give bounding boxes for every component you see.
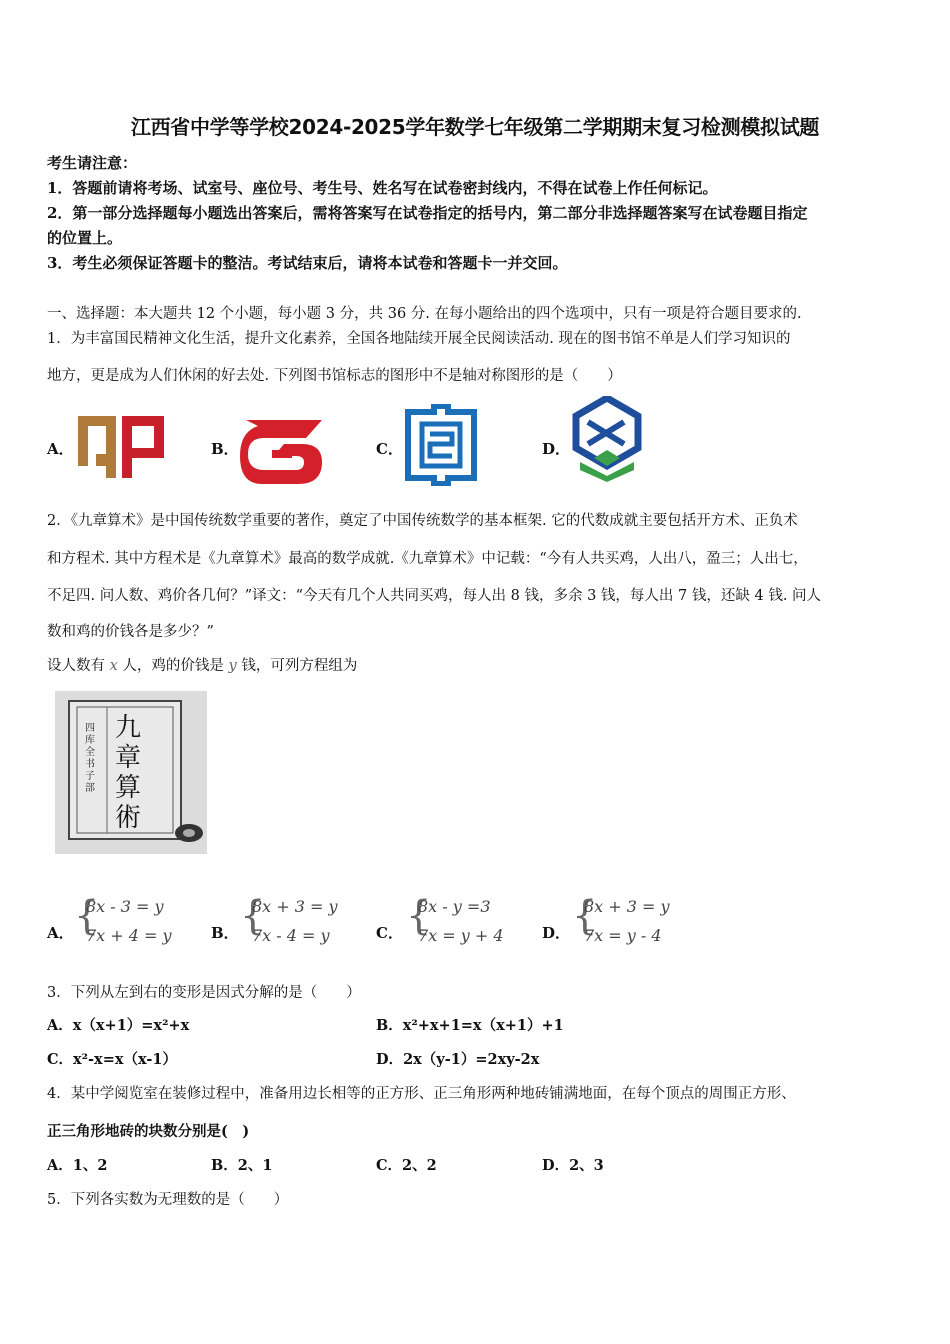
library-logo-a-icon [76,414,168,480]
q2-c-eq2: 7x = y + 4 [418,926,504,945]
q4-option-c[interactable]: C．2、2 [376,1157,437,1174]
q4-line1: 4．某中学阅览室在装修过程中，准备用边长相等的正方形、正三角形两种地砖铺满地面，在每个顶点的周围正方形、 [47,1086,796,1102]
q2-option-d-label[interactable]: D． [542,924,571,942]
q1-option-c-label[interactable]: C． [376,440,403,458]
q5-stem: 5．下列各实数为无理数的是（ ） [47,1192,289,1208]
notice-item-1: 1．答题前请将考场、试室号、座位号、考生号、姓名写在试卷密封线内，不得在试卷上作任何标记。 [47,179,718,197]
var-y: y [228,658,237,674]
library-logo-d-icon [572,396,642,484]
q4-line2: 正三角形地砖的块数分别是( ) [47,1123,250,1140]
q3-option-c[interactable]: C．x²-x=x（x-1） [47,1051,177,1068]
notice-heading: 考生请注意： [47,154,138,172]
q2-line2: 和方程术. 其中方程术是《九章算术》最高的数学成就.《九章算术》中记载：“今有人共买鸡，人出八，盈三；人出七， [47,551,808,567]
var-x: x [109,658,118,674]
q3-option-d[interactable]: D．2x（y-1）=2xy-2x [376,1051,540,1068]
q2-line5-part-b: 人，鸡的价钱是 [122,658,224,674]
book-title-text: 九章算術 [115,713,142,833]
q1-line2: 地方，更是成为人们休闲的好去处. 下列图书馆标志的图形中不是轴对称图形的是（ ） [47,368,622,384]
brace-d-icon: { [572,893,598,939]
library-logo-c-icon [404,404,478,486]
q2-d-eq2: 7x = y - 4 [584,926,662,945]
q1-option-a-label[interactable]: A． [47,440,74,458]
q2-b-eq2: 7x - 4 = y [252,926,330,945]
q4-option-a[interactable]: A．1、2 [47,1157,108,1174]
section-heading: 一、选择题：本大题共 12 个小题，每小题 3 分，共 36 分. 在每小题给出的四个选项中，只有一项是符合题目要求的. [47,306,802,322]
q2-option-c-label[interactable]: C． [376,924,403,942]
q2-b-eq1: 8x + 3 = y [252,897,338,916]
brace-b-icon: { [240,893,266,939]
q3-option-b[interactable]: B．x²+x+1=x（x+1）+1 [376,1017,564,1034]
library-logo-b-icon [238,416,332,488]
notice-item-2: 2．第一部分选择题每小题选出答案后，需将答案写在试卷指定的括号内，第二部分非选择题答案写在试卷题目指定 [47,204,808,222]
brace-a-icon: { [74,893,100,939]
notice-item-3: 3．考生必须保证答题卡的整洁。考试结束后，请将本试卷和答题卡一并交回。 [47,254,568,272]
q2-line5-part-c: 钱，可列方程组为 [241,658,358,674]
q2-c-eq1: 8x - y =3 [418,897,491,916]
page-title: 江西省中学等学校2024-2025学年数学七年级第二学期期末复习检测模拟试题 [130,115,820,139]
q2-option-a-label[interactable]: A． [47,924,74,942]
q1-option-d-label[interactable]: D． [542,440,571,458]
q2-line1: 2．《九章算术》是中国传统数学重要的著作，奠定了中国传统数学的基本框架. 它的代数成就主要包括开方术、正负术 [47,513,798,529]
q2-option-b-label[interactable]: B． [211,924,239,942]
q2-line5-part-a: 设人数有 [47,658,105,674]
q1-option-b-label[interactable]: B． [211,440,239,458]
q4-option-d[interactable]: D．2、3 [542,1157,604,1174]
q3-option-a[interactable]: A．x（x+1）=x²+x [47,1017,190,1034]
q3-stem: 3．下列从左到右的变形是因式分解的是（ ） [47,985,361,1001]
brace-c-icon: { [406,893,432,939]
book-side-text: 四库全书子部 [85,723,95,794]
notice-item-2b: 的位置上。 [47,229,123,247]
q1-line1: 1．为丰富国民精神文化生活，提升文化素养，全国各地陆续开展全民阅读活动. 现在的图书馆不单是人们学习知识的 [47,331,791,347]
q2-line4: 数和鸡的价钱各是多少？” [47,624,214,640]
jiuzhang-book-image [55,691,207,854]
q2-d-eq1: 8x + 3 = y [584,897,670,916]
q2-a-eq2: 7x + 4 = y [86,926,172,945]
q2-line5 [47,654,357,675]
q2-a-eq1: 8x - 3 = y [86,897,164,916]
q2-line3: 不足四. 问人数、鸡价各几何？”译文：“今天有几个人共同买鸡，每人出 8 钱，多余 3 钱，每人出 7 钱，还缺 4 钱. 问人 [47,588,822,604]
q4-option-b[interactable]: B．2、1 [211,1157,273,1174]
